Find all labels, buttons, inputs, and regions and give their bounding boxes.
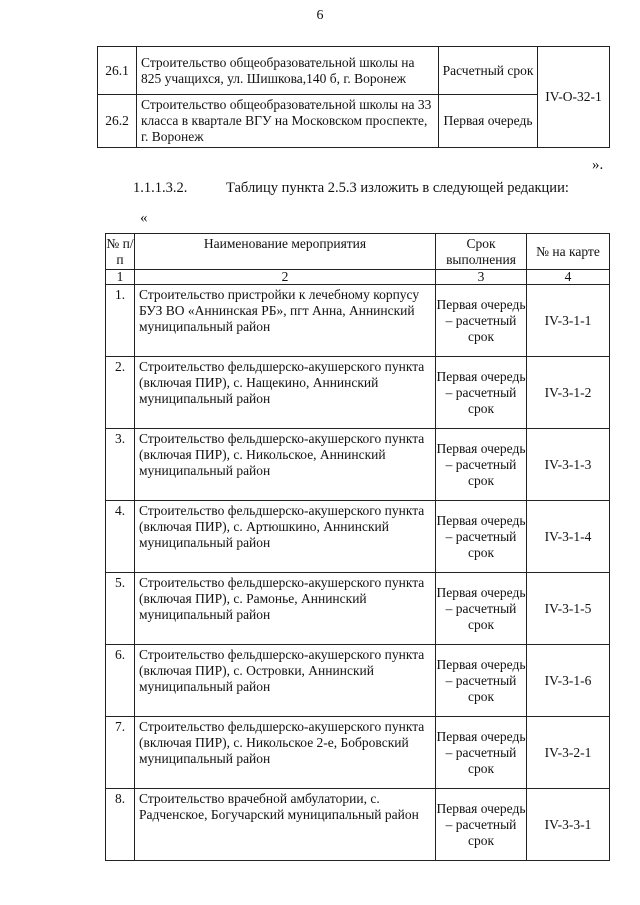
row-name: Строительство фельдшерско-акушерского пункта (включая ПИР), с. Нащекино, Аннинский муниципальный район [135,357,436,429]
header-map: № на карте [527,234,610,270]
row-number: 8. [106,789,135,861]
header-term: Срок выполнения [436,234,527,270]
column-number: 3 [436,270,527,285]
row-term: Первая очередь – расчетный срок [436,501,527,573]
row-name: Строительство врачебной амбулатории, с. Радченское, Богучарский муниципальный район [135,789,436,861]
row-term: Первая очередь – расчетный срок [436,789,527,861]
top-table [97,46,610,148]
table-row [106,573,610,645]
row-number: 2. [106,357,135,429]
row-term: Первая очередь – расчетный срок [436,645,527,717]
table-row [106,285,610,357]
row-map: IV-3-1-2 [527,357,610,429]
row-map: IV-3-2-1 [527,717,610,789]
row-number: 7. [106,717,135,789]
closing-quote: ». [592,157,604,173]
column-number-row [106,270,610,285]
row-name: Строительство фельдшерско-акушерского пункта (включая ПИР), с. Никольское 2-е, Бобровский муниципальный район [135,717,436,789]
row-map: IV-3-1-5 [527,573,610,645]
header-name: Наименование мероприятия [135,234,436,270]
row-number: 5. [106,573,135,645]
row-term: Первая очередь – расчетный срок [436,573,527,645]
column-number: 2 [135,270,436,285]
table-row [106,357,610,429]
opening-quote: « [140,210,148,226]
header-num: № п/п [106,234,135,270]
paragraph-text: Таблицу пункта 2.5.3 изложить в следующей редакции: [226,180,569,196]
row-name: Строительство общеобразовательной школы на 825 учащихся, ул. Шишкова,140 б, г. Воронеж [137,47,439,95]
map-code: IV-O-32-1 [538,47,610,148]
main-table [105,233,610,861]
table-row [98,47,610,95]
row-number: 6. [106,645,135,717]
row-number: 1. [106,285,135,357]
row-name: Строительство фельдшерско-акушерского пункта (включая ПИР), с. Артюшкино, Аннинский муниципальный район [135,501,436,573]
row-term: Первая очередь – расчетный срок [436,357,527,429]
paragraph-number: 1.1.1.3.2. [133,180,188,196]
row-number: 4. [106,501,135,573]
row-map: IV-3-1-3 [527,429,610,501]
row-name: Строительство общеобразовательной школы на 33 класса в квартале ВГУ на Московском проспекте, г. Воронеж [137,95,439,148]
table-row [106,645,610,717]
header-row [106,234,610,270]
table-row [106,429,610,501]
row-number: 3. [106,429,135,501]
row-term: Первая очередь – расчетный срок [436,285,527,357]
column-number: 4 [527,270,610,285]
row-term: Расчетный срок [439,47,538,95]
row-term: Первая очередь – расчетный срок [436,429,527,501]
row-name: Строительство фельдшерско-акушерского пункта (включая ПИР), с. Островки, Аннинский муниципальный район [135,645,436,717]
column-number: 1 [106,270,135,285]
table-row [106,501,610,573]
paragraph [133,180,569,197]
row-map: IV-3-3-1 [527,789,610,861]
row-name: Строительство пристройки к лечебному корпусу БУЗ ВО «Аннинская РБ», пгт Анна, Аннинский муниципальный район [135,285,436,357]
row-map: IV-3-1-1 [527,285,610,357]
row-map: IV-3-1-6 [527,645,610,717]
table-row [106,789,610,861]
row-name: Строительство фельдшерско-акушерского пункта (включая ПИР), с. Никольское, Аннинский муниципальный район [135,429,436,501]
table-row [98,95,610,148]
row-term: Первая очередь – расчетный срок [436,717,527,789]
row-number: 26.2 [98,95,137,148]
row-number: 26.1 [98,47,137,95]
table-row [106,717,610,789]
page-number: 6 [316,8,324,23]
row-name: Строительство фельдшерско-акушерского пункта (включая ПИР), с. Рамонье, Аннинский муниципальный район [135,573,436,645]
row-map: IV-3-1-4 [527,501,610,573]
row-term: Первая очередь [439,95,538,148]
